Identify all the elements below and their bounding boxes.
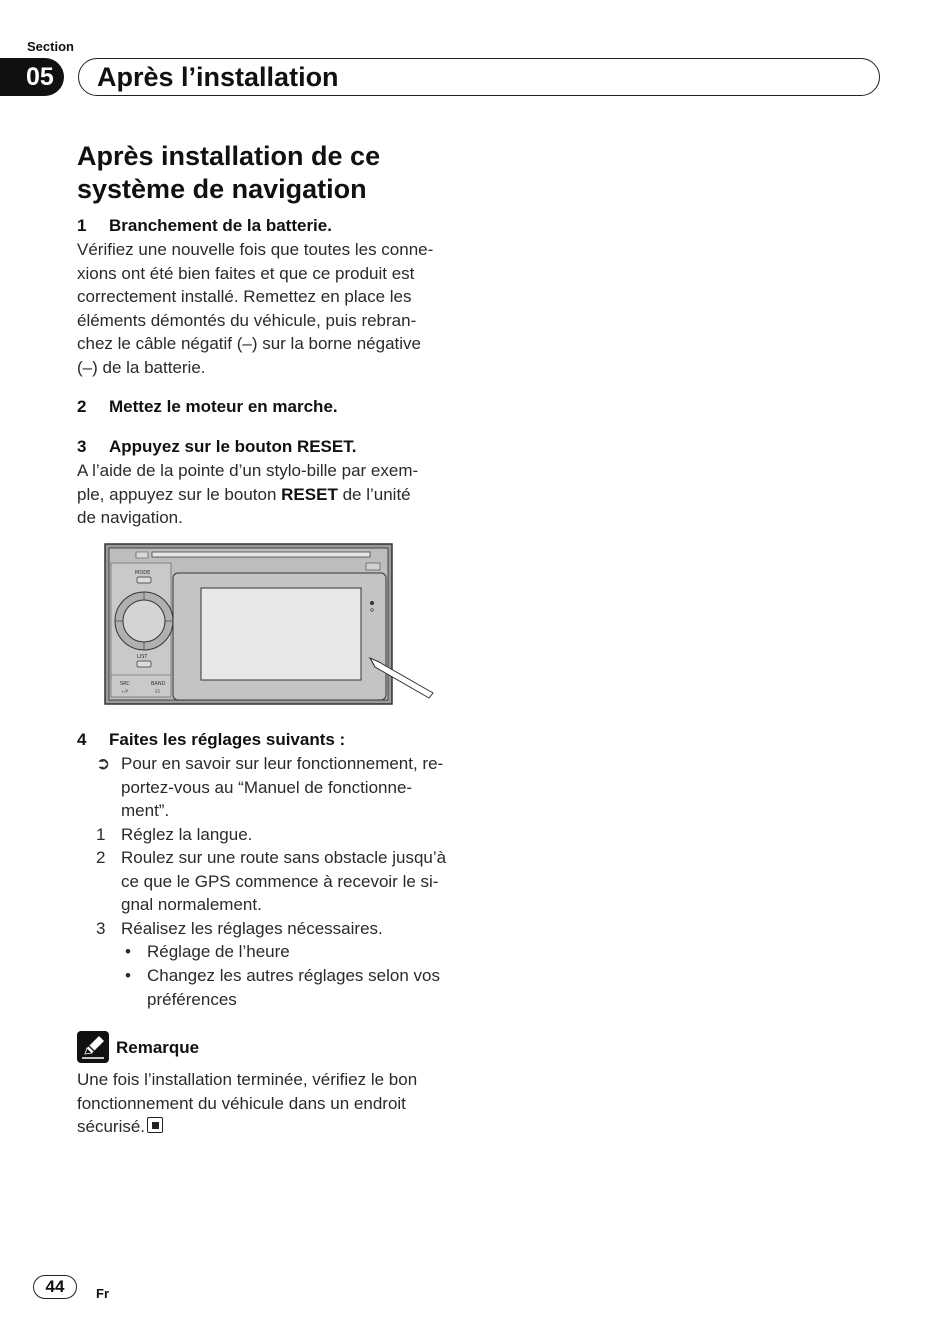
src-label: SRC xyxy=(120,681,130,687)
control-knob xyxy=(123,600,165,642)
step-2-title: Mettez le moteur en marche. xyxy=(109,397,338,416)
page-heading-line-2: système de navigation xyxy=(77,174,367,204)
note-title: Remarque xyxy=(116,1038,200,1057)
list-item: 3 Réalisez les réglages nécessaires. xyxy=(96,919,383,938)
step-1-line: correctement installé. Remettez en place les xyxy=(77,287,412,306)
list-label: LIST xyxy=(137,654,148,660)
bullet-item: • Réglage de l’heure xyxy=(125,940,465,964)
reset-keyword: RESET xyxy=(281,484,338,504)
page-heading xyxy=(77,140,497,206)
language-code: Fr xyxy=(96,1286,109,1301)
list-item: 1 Réglez la langue. xyxy=(96,825,253,844)
step-1-number: 1 xyxy=(77,216,87,235)
mode-label: MODE xyxy=(135,570,151,576)
step-1-line: éléments démontés du véhicule, puis rebran- xyxy=(77,310,417,330)
section-label: Section xyxy=(27,39,74,54)
chapter-title-bar xyxy=(78,58,880,96)
band-label: BAND xyxy=(151,681,166,687)
note-body xyxy=(77,1068,467,1139)
bullet-icon: • xyxy=(125,966,131,985)
bullet-icon: • xyxy=(125,942,131,961)
step-4-heading xyxy=(77,730,345,750)
step-4-title: Faites les réglages suivants : xyxy=(109,730,346,749)
step-1-body xyxy=(77,238,467,379)
step-3-body xyxy=(77,459,467,530)
chapter-title: Après l’installation xyxy=(97,61,339,92)
step-4-number: 4 xyxy=(77,730,87,749)
step-1-line: Vérifiez une nouvelle fois que toutes les conne- xyxy=(77,240,434,259)
note-line: sécurisé. xyxy=(77,1115,467,1139)
step-1-heading xyxy=(77,216,332,236)
step-2-heading xyxy=(77,397,338,417)
note-line: Une fois l’installation terminée, vérifiez le bon xyxy=(77,1070,418,1089)
bullet-item: • Changez les autres réglages selon vos préférences xyxy=(125,966,440,1009)
step-4-reference-note: ➲ Pour en savoir sur leur fonctionnement, re- portez-vous au “Manuel de fonctionne- ment”. xyxy=(96,754,444,820)
step-3-number: 3 xyxy=(77,437,87,456)
note-pencil-icon xyxy=(77,1031,109,1063)
arrow-right-icon: ➲ xyxy=(96,754,111,773)
step-3-line: de navigation. xyxy=(77,508,183,527)
page-number: 44 xyxy=(33,1275,77,1299)
step-3-title: Appuyez sur le bouton RESET. xyxy=(109,437,357,456)
step-3-line: A l’aide de la pointe d’un stylo-bille par exem- xyxy=(77,461,419,480)
section-number-badge: 05 xyxy=(0,58,64,96)
navigation-unit-illustration xyxy=(104,543,434,708)
note-line: fonctionnement du véhicule dans un endroit xyxy=(77,1093,406,1113)
page-heading-line-1: Après installation de ce xyxy=(77,141,381,171)
end-of-section-icon xyxy=(147,1117,163,1133)
step-1-line: xions ont été bien faites et que ce produit est xyxy=(77,263,415,283)
step-1-line: chez le câble négatif (–) sur la borne négative xyxy=(77,334,421,353)
list-item: 2 Roulez sur une route sans obstacle jusqu’à ce que le GPS commence à recevoir le si- gnal normalement. xyxy=(96,848,447,914)
step-3-line: ple, appuyez sur le bouton RESET de l’unité xyxy=(77,484,411,504)
step-3-heading xyxy=(77,437,356,457)
step-2-number: 2 xyxy=(77,397,87,416)
band-sub-label: S5 xyxy=(155,689,161,694)
step-1-title: Branchement de la batterie. xyxy=(109,216,332,235)
src-sub-label: +/P xyxy=(121,689,129,694)
step-1-line: (–) de la batterie. xyxy=(77,357,206,377)
